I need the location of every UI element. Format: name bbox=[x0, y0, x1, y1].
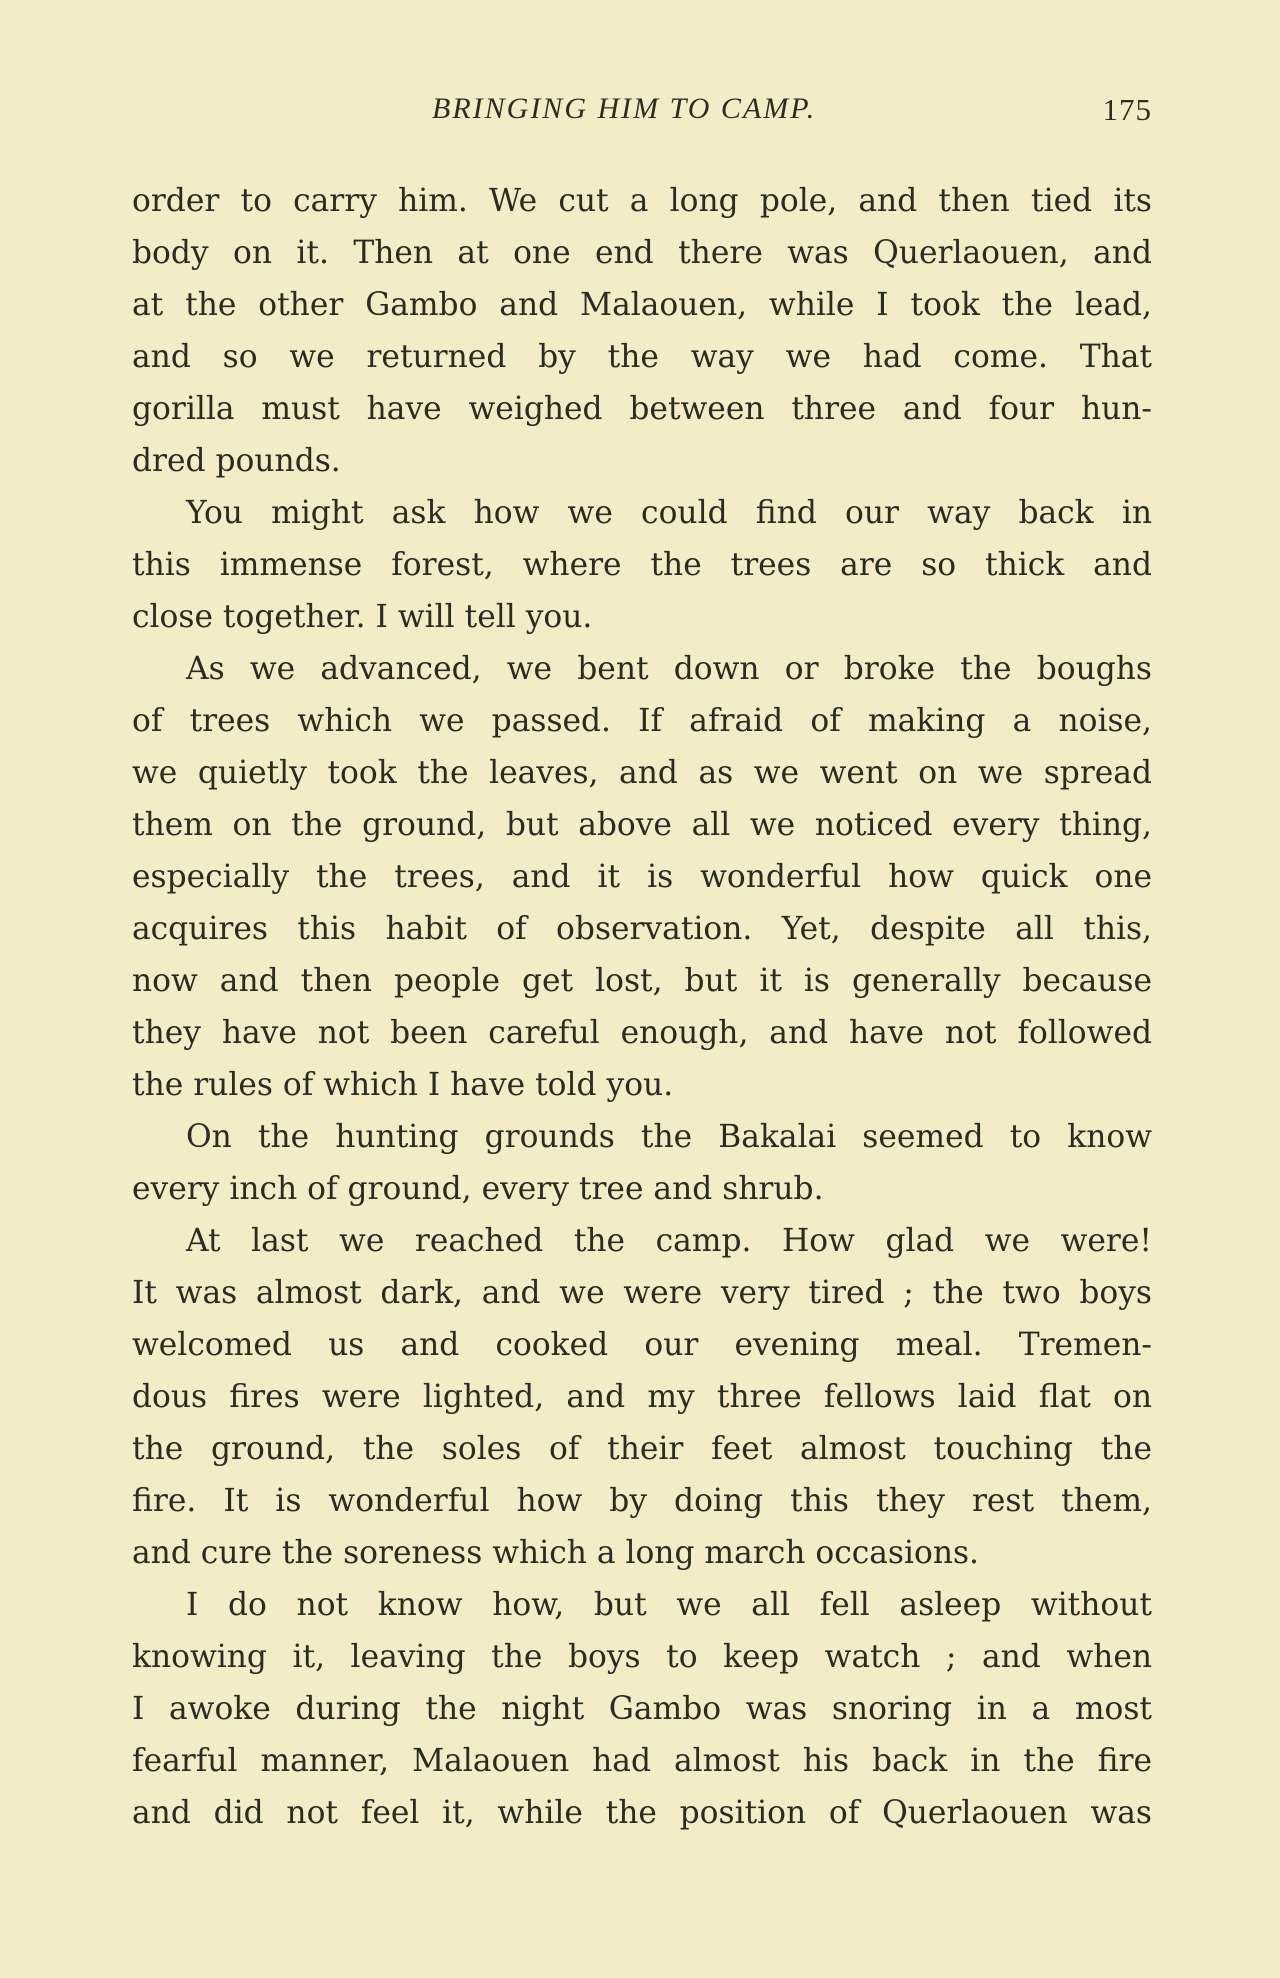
text-line: close together. I will tell you. bbox=[132, 599, 593, 635]
text-line: and so we returned by the way we had come. That bbox=[132, 339, 1152, 375]
text-line: now and then people get lost, but it is generally because bbox=[132, 963, 1152, 999]
text-line: It was almost dark, and we were very tired ; the two boys bbox=[132, 1275, 1152, 1311]
running-head: BRINGING HIM TO CAMP. bbox=[432, 92, 817, 125]
text-line: the ground, the soles of their feet almost touching the bbox=[132, 1431, 1152, 1467]
paragraph bbox=[132, 1111, 1152, 1215]
text-line: and did not feel it, while the position of Querlaouen was bbox=[132, 1795, 1152, 1831]
text-line: fearful manner, Malaouen had almost his back in the fire bbox=[132, 1743, 1152, 1779]
text-line: dous fires were lighted, and my three fellows laid flat on bbox=[132, 1379, 1152, 1415]
text-line: order to carry him. We cut a long pole, and then tied its bbox=[132, 183, 1152, 219]
text-line: this immense forest, where the trees are so thick and bbox=[132, 547, 1152, 583]
paragraph bbox=[132, 1215, 1152, 1579]
text-line: gorilla must have weighed between three and four hun- bbox=[132, 391, 1152, 427]
page-number: 175 bbox=[1102, 92, 1152, 127]
text-line: You might ask how we could find our way back in bbox=[186, 495, 1152, 531]
text-line: I do not know how, but we all fell asleep without bbox=[186, 1587, 1152, 1623]
text-line: I awoke during the night Gambo was snoring in a most bbox=[132, 1691, 1152, 1727]
text-line: at the other Gambo and Malaouen, while I took the lead, bbox=[132, 287, 1152, 323]
text-line: the rules of which I have told you. bbox=[132, 1067, 674, 1103]
text-line: them on the ground, but above all we noticed every thing, bbox=[132, 807, 1152, 843]
text-line: At last we reached the camp. How glad we were! bbox=[186, 1223, 1152, 1259]
text-line: acquires this habit of observation. Yet, despite all this, bbox=[132, 911, 1152, 947]
text-line: we quietly took the leaves, and as we went on we spread bbox=[132, 755, 1152, 791]
text-line: fire. It is wonderful how by doing this they rest them, bbox=[132, 1483, 1152, 1519]
text-line: every inch of ground, every tree and shrub. bbox=[132, 1171, 824, 1207]
paragraph bbox=[132, 1579, 1152, 1839]
text-line: body on it. Then at one end there was Querlaouen, and bbox=[132, 235, 1152, 271]
text-line: and cure the soreness which a long march occasions. bbox=[132, 1535, 980, 1571]
text-line: they have not been careful enough, and have not followed bbox=[132, 1015, 1152, 1051]
body-text bbox=[132, 175, 1152, 1839]
paragraph bbox=[132, 643, 1152, 1111]
page-header bbox=[132, 92, 1152, 132]
text-line: especially the trees, and it is wonderful how quick one bbox=[132, 859, 1152, 895]
text-line: On the hunting grounds the Bakalai seemed to know bbox=[186, 1119, 1152, 1155]
text-line: knowing it, leaving the boys to keep watch ; and when bbox=[132, 1639, 1152, 1675]
text-line: welcomed us and cooked our evening meal. Tremen- bbox=[132, 1327, 1152, 1363]
paragraph bbox=[132, 175, 1152, 487]
text-line: of trees which we passed. If afraid of making a noise, bbox=[132, 703, 1152, 739]
text-line: dred pounds. bbox=[132, 443, 341, 479]
paragraph bbox=[132, 487, 1152, 643]
text-line: As we advanced, we bent down or broke the boughs bbox=[186, 651, 1152, 687]
